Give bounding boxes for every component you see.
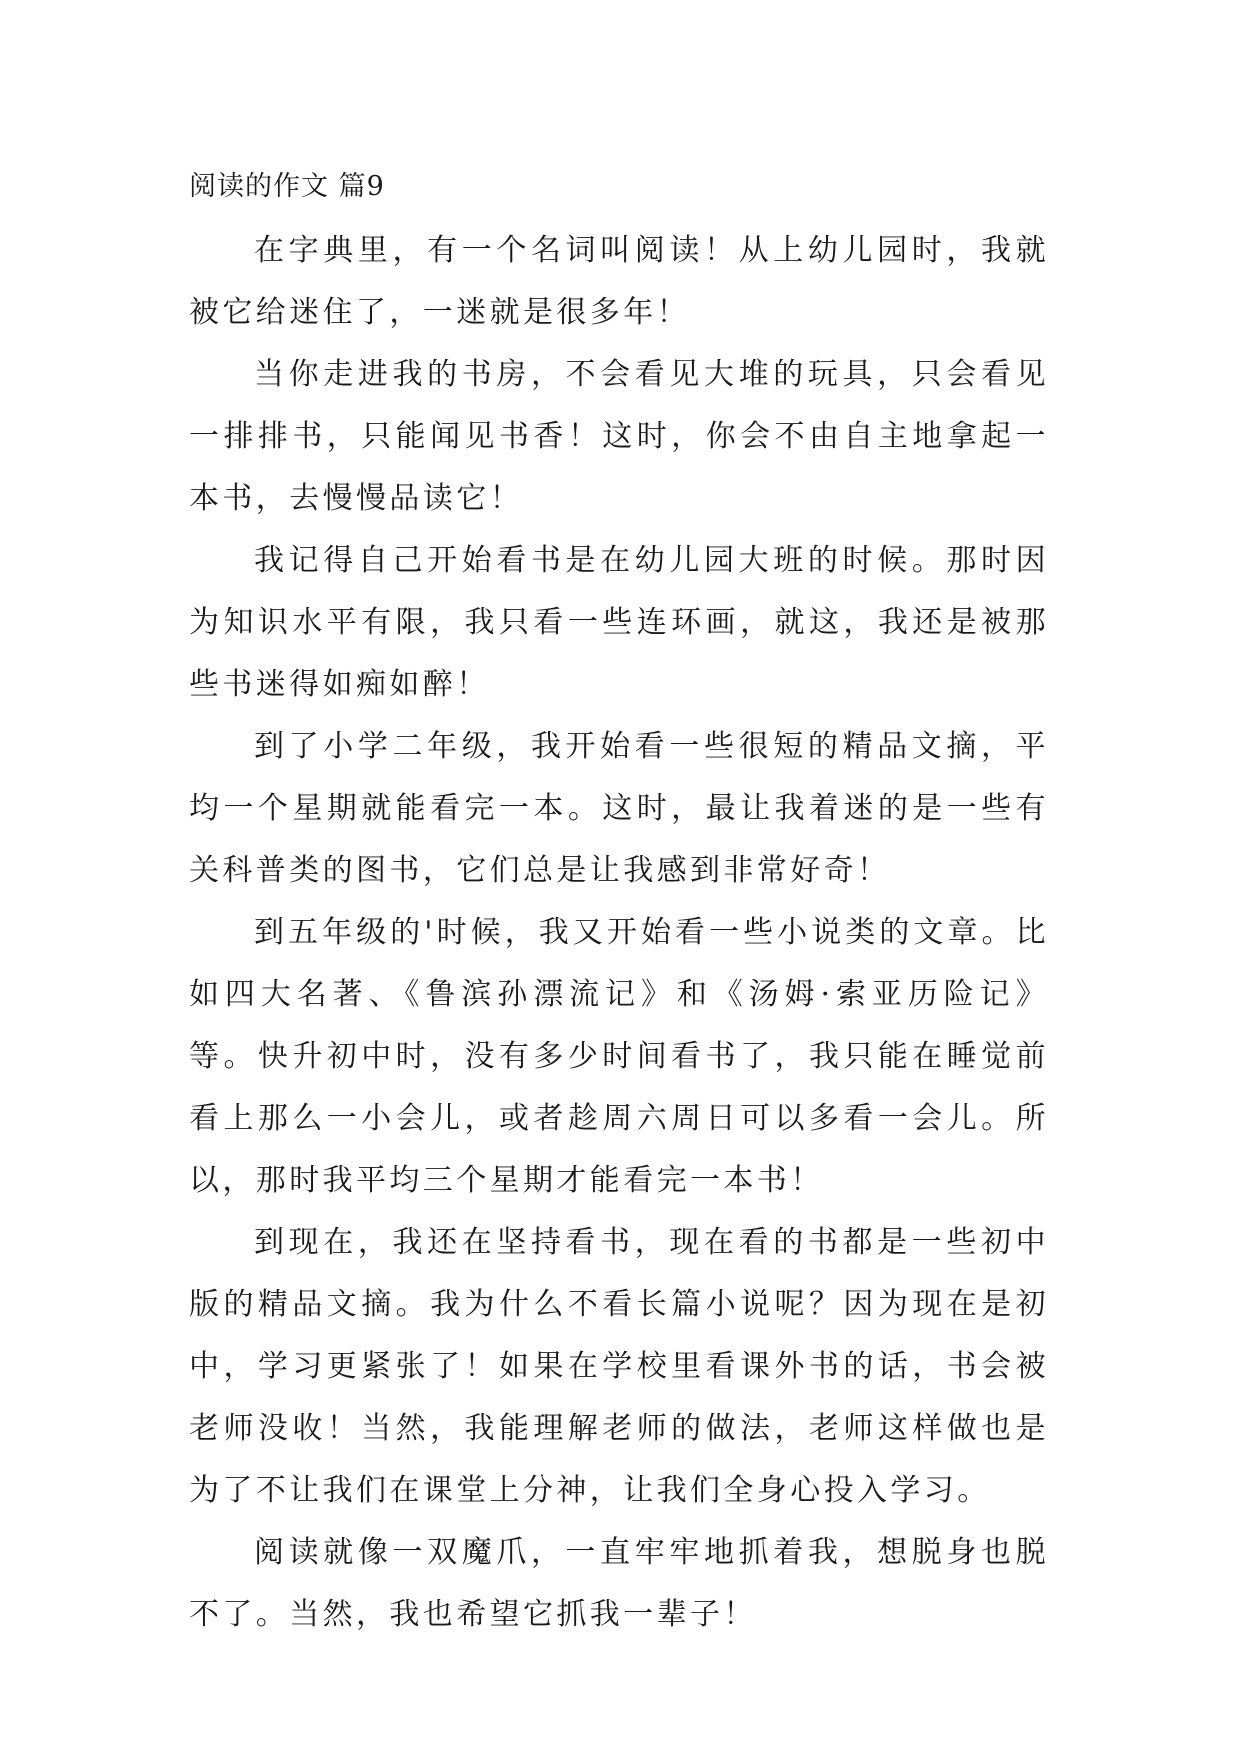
paragraph: 我记得自己开始看书是在幼儿园大班的时候。那时因为知识水平有限，我只看一些连环画，就这，我还是被那些书迷得如痴如醉！ <box>189 543 1049 702</box>
paragraph: 到现在，我还在坚持看书，现在看的书都是一些初中版的精品文摘。我为什么不看长篇小说呢？因为现在是初中，学习更紧张了！如果在学校里看课外书的话，书会被老师没收！当然，我能理解老师的做法，老师这样做也是为了不让我们在课堂上分神，让我们全身心投入学习。 <box>189 1225 1049 1508</box>
document-body <box>189 220 1049 1646</box>
document-title: 阅读的作文 篇9 <box>189 171 385 202</box>
paragraph: 到了小学二年级，我开始看一些很短的精品文摘，平均一个星期就能看完一本。这时，最让我着迷的是一些有关科普类的图书，它们总是让我感到非常好奇！ <box>189 729 1049 888</box>
paragraph: 在字典里，有一个名词叫阅读！从上幼儿园时，我就被它给迷住了，一迷就是很多年！ <box>189 233 1049 330</box>
paragraph: 到五年级的'时候，我又开始看一些小说类的文章。比如四大名著、《鲁滨孙漂流记》和《汤姆·索亚历险记》等。快升初中时，没有多少时间看书了，我只能在睡觉前看上那么一小会儿，或者趁周六周日可以多看一会儿。所以，那时我平均三个星期才能看完一本书！ <box>189 915 1049 1198</box>
paragraph: 当你走进我的书房，不会看见大堆的玩具，只会看见一排排书，只能闻见书香！这时，你会不由自主地拿起一本书，去慢慢品读它！ <box>189 357 1049 516</box>
paragraph: 阅读就像一双魔爪，一直牢牢地抓着我，想脱身也脱不了。当然，我也希望它抓我一辈子！ <box>189 1535 1049 1632</box>
